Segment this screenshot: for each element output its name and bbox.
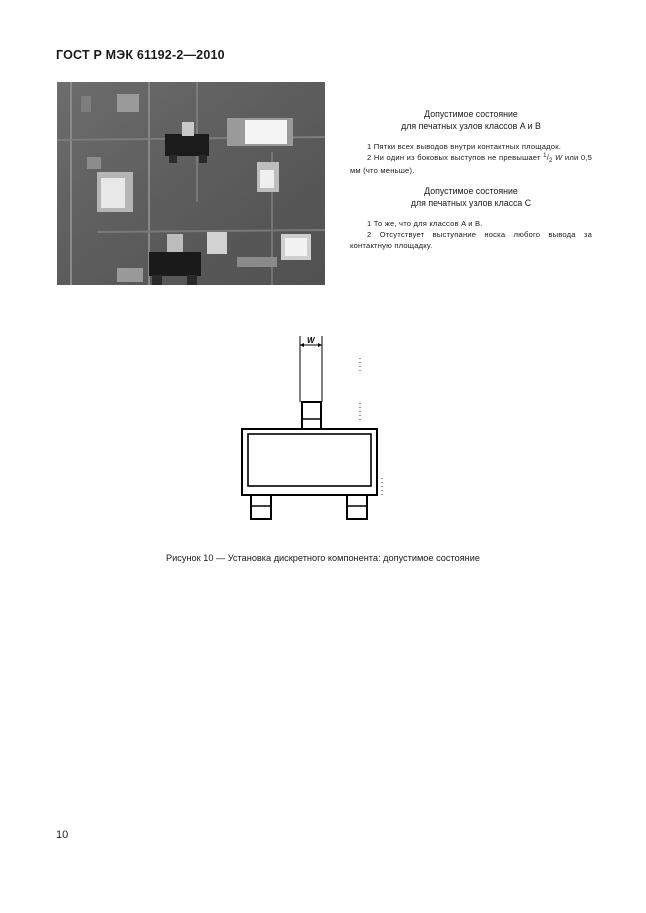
class-c-item-1: 1 То же, что для классов A и B.	[367, 219, 483, 228]
classes-ab-item-2: 2 Ни один из боковых выступов не превышает $^1/_2$ W или 0,5 мм (что меньше).	[350, 153, 593, 175]
classes-ab-title-line1: Допустимое состояние	[424, 109, 518, 119]
figure-caption: Рисунок 10 — Установка дискретного компонента: допустимое состояние	[166, 553, 480, 563]
component-photo	[57, 82, 325, 285]
document-header: ГОСТ Р МЭК 61192-2—2010	[56, 48, 225, 62]
fraction-numerator: 1	[543, 153, 547, 159]
dimension-label-w: W	[307, 336, 315, 345]
class-c-title-line2: для печатных узлов класса C	[410, 198, 532, 208]
width-symbol: W	[555, 153, 563, 162]
acceptance-conditions	[350, 108, 592, 251]
component-drawing	[230, 328, 390, 528]
page-number: 10	[56, 829, 69, 841]
classes-ab-title-line2: для печатных узлов классов A и B	[401, 121, 541, 131]
fraction-denominator: 2	[548, 158, 553, 164]
classes-ab-item-1: 1 Пятки всех выводов внутри контактных площадок.	[367, 142, 562, 151]
classes-ab-item-2-suffix: или 0,5 мм (что меньше).	[350, 153, 593, 175]
class-c-title-line1: Допустимое состояние	[424, 186, 518, 196]
classes-ab-item-2-prefix: 2 Ни один из боковых выступов не превышает	[367, 153, 541, 162]
class-c-item-2: 2 Отсутствует выступание носка любого вывода за контактную площадку.	[350, 230, 592, 250]
